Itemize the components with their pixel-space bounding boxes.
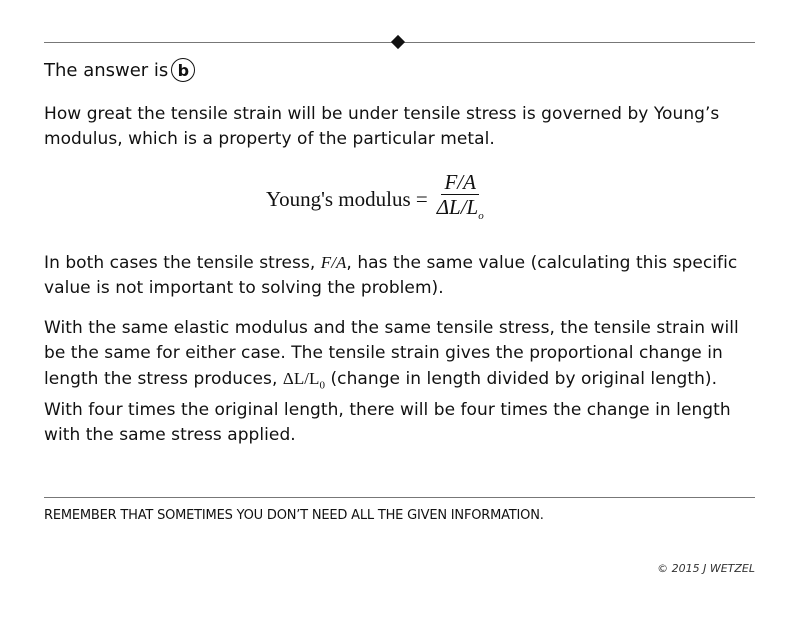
paragraph-3: With the same elastic modulus and the same tensile stress, the tensile strain will be the same for either case. The tensile strain gives the proportional change in length the stress produces, $\Delta L/L_0$ (change in length divided by original length). With four times the original length, there will be four times the change in length with the same stress applied. [44,318,739,446]
answer-prefix: The answer is [44,59,169,81]
formula-denominator: $\Delta L/L_o$ [436,195,484,223]
paragraph-2: In both cases the tensile stress, F/A, has the same value (calculating this specific value is not important to solving the problem). [44,253,738,298]
copyright: © 2015 J WETZEL [657,562,755,575]
bottom-divider [44,497,755,498]
formula-fraction [434,170,487,228]
formula-numerator: F/A [441,170,479,195]
formula-lhs: Young's modulus = [266,186,428,211]
answer-line [44,58,195,82]
reminder-note: REMEMBER THAT SOMETIMES YOU DON’T NEED ALL THE GIVEN INFORMATION. [44,508,544,523]
youngs-modulus-formula [266,170,487,228]
paragraph-1: How great the tensile strain will be under tensile stress is governed by Young’s modulus, which is a property of the particular metal. [44,104,720,149]
diamond-icon [391,35,405,49]
answer-badge: b [171,58,195,82]
